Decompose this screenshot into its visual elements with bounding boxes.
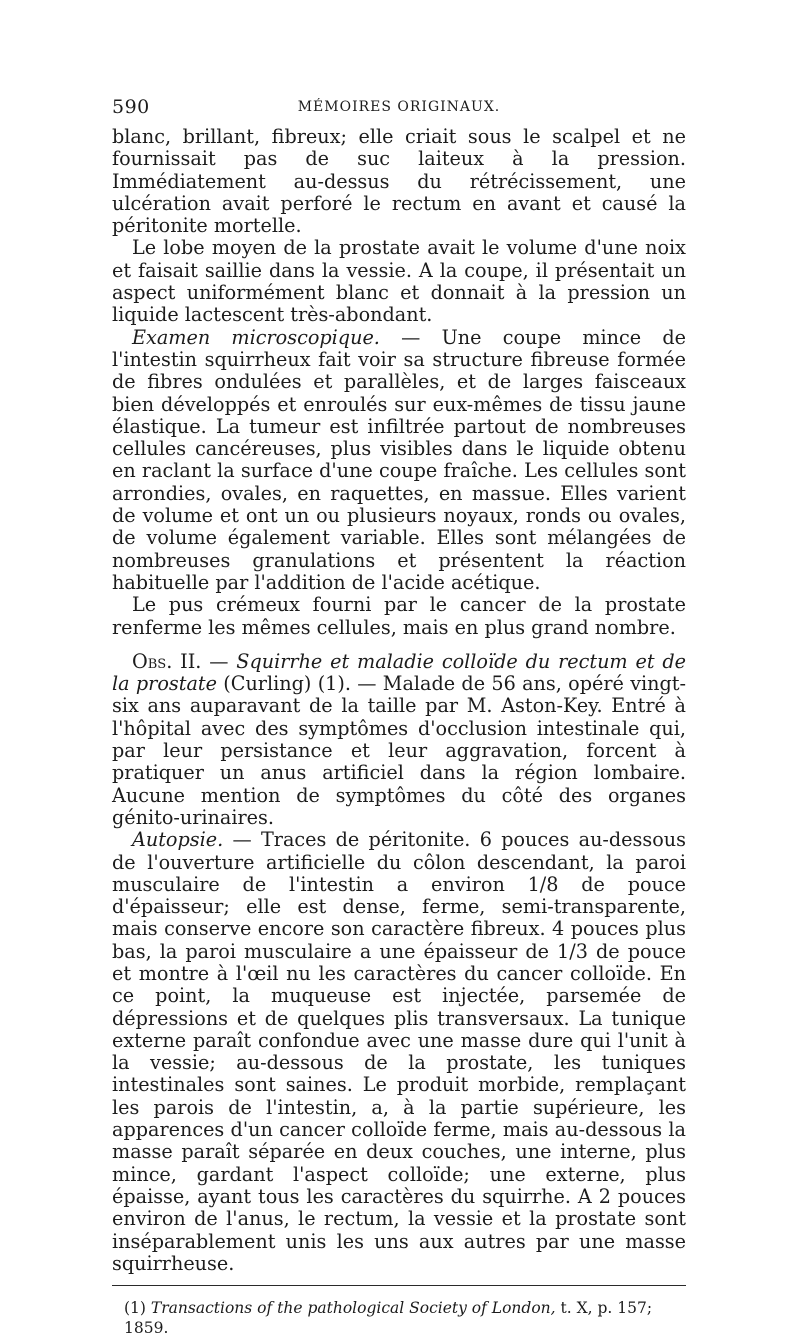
paragraph-text: blanc, brillant, fibreux; elle criait sous le scalpel et ne fournissait pas de suc laiteux à la pression. Immédiatement au-dessus du rétrécissement, une ulcération avait perforé le rectum en avant et causé la péritonite mortelle. bbox=[112, 125, 686, 238]
footnote bbox=[112, 1298, 686, 1338]
footnote-marker: (1) bbox=[124, 1299, 146, 1318]
dash: — bbox=[201, 649, 237, 673]
running-head bbox=[112, 96, 686, 126]
running-title: MÉMOIRES ORIGINAUX. bbox=[297, 99, 501, 115]
paragraph-observation-two bbox=[112, 651, 686, 829]
footnote-source: Transactions of the pathological Society of London, bbox=[150, 1299, 556, 1318]
footnote-divider bbox=[112, 1285, 686, 1286]
footnote-details: t. X, p. 157; 1859. bbox=[124, 1299, 653, 1338]
paragraph-stricture-description bbox=[112, 126, 686, 237]
paragraph-prostate-lobe bbox=[112, 237, 686, 326]
body-text bbox=[112, 126, 686, 1275]
paragraph-text: — Une coupe mince de l'intestin squirrheux fait voir sa structure fibreuse formée de fibres ondulées et parallèles, et de larges faisceaux bien développés et enroulés sur eux-mêmes de tissu jaune élastique. La tumeur est infiltrée partout de nombreuses cellules cancéreuses, plus visibles dans le liquide obtenu en raclant la surface d'une coupe fraîche. Les cellules sont arrondies, ovales, en raquettes, en massue. Elles varient de volume et ont un ou plusieurs noyaux, ronds ou ovales, de volume également variable. Elles sont mélangées de nombreuses granulations et présentent la réaction habituelle par l'addition de l'acide acétique. bbox=[112, 325, 687, 594]
paragraph-text: Le lobe moyen de la prostate avait le volume d'une noix et faisait saillie dans la vessie. A la coupe, il présentait un aspect uniformément blanc et donnait à la pression un liquide lactescent très-abondant. bbox=[112, 236, 686, 327]
paragraph-autopsy bbox=[112, 829, 686, 1275]
observation-title: Squirrhe et maladie colloïde du rectum et de la prostate bbox=[112, 649, 687, 696]
paragraph-text: Le pus crémeux fourni par le cancer de la prostate renferme les mêmes cellules, mais en plus grand nombre. bbox=[112, 593, 686, 639]
paragraph-prostate-pus bbox=[112, 594, 686, 639]
section-lead-italic: Autopsie. bbox=[132, 828, 224, 852]
paragraph-text: (Curling) (1). — Malade de 56 ans, opéré vingt-six ans auparavant de la taille par M. Aston-Key. Entré à l'hôpital avec des symptômes d'occlusion intestinale qui, par leur persistance et leur aggravation, forcent à pratiquer un anus artificiel dans la région lombaire. Aucune mention de symptômes du côté des organes génito-urinaires. bbox=[112, 672, 687, 829]
book-page bbox=[112, 96, 686, 1338]
section-lead-italic: Examen microscopique. bbox=[132, 325, 380, 349]
observation-label: Obs. II. bbox=[132, 649, 202, 673]
paragraph-text: — Traces de péritonite. 6 pouces au-dessous de l'ouverture artificielle du côlon descendant, la paroi musculaire de l'intestin a environ 1/8 de pouce d'épaisseur; elle est dense, ferme, semi-transparente, mais conserve encore son caractère fibreux. 4 pouces plus bas, la paroi musculaire a une épaisseur de 1/3 de pouce et montre à l'œil nu les caractères du cancer colloïde. En ce point, la muqueuse est injectée, parsemée de dépressions et de quelques plis transversaux. La tunique externe paraît confondue avec une masse dure qui l'unit à la vessie; au-dessous de la prostate, les tuniques intestinales sont saines. Le produit morbide, remplaçant les parois de l'intestin, a, à la partie supérieure, les apparences d'un cancer colloïde ferme, mais au-dessous la masse paraît séparée en deux couches, une interne, plus mince, gardant l'aspect colloïde; une externe, plus épaisse, ayant tous les caractères du squirrhe. A 2 pouces environ de l'anus, le rectum, la vessie et la prostate sont inséparablement unis les uns aux autres par une masse squirrheuse. bbox=[112, 828, 686, 1275]
page-number: 590 bbox=[112, 96, 150, 118]
paragraph-microscopic-exam bbox=[112, 327, 686, 595]
